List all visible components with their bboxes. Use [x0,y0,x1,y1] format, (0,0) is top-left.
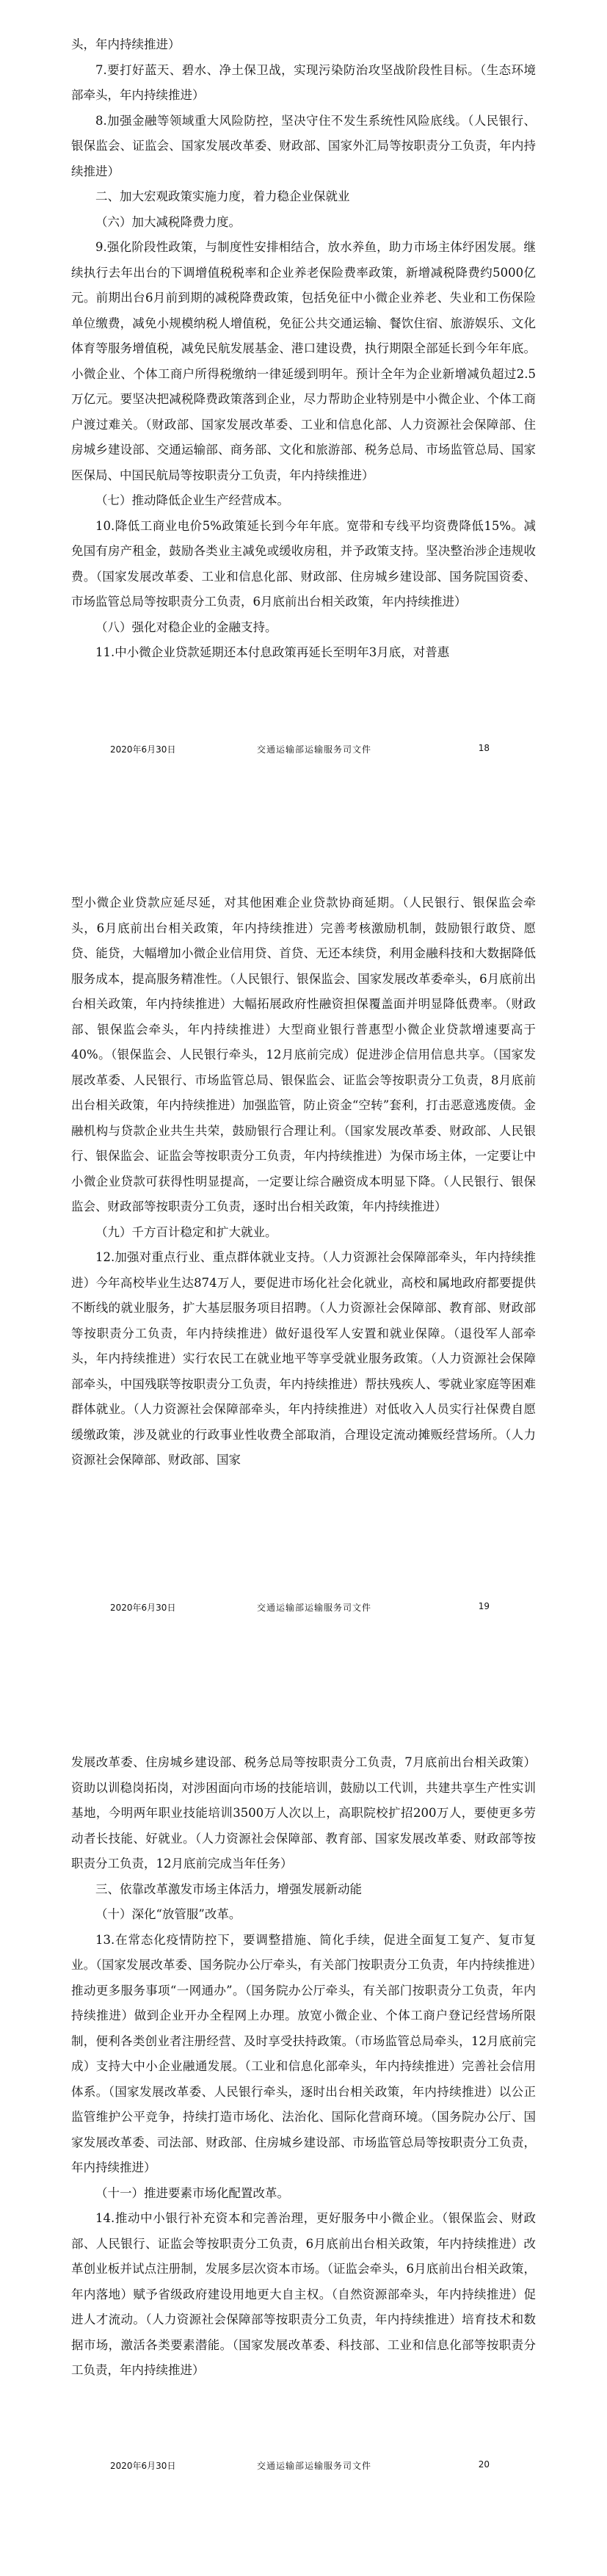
paragraph: 12.加强对重点行业、重点群体就业支持。（人力资源社会保障部牵头，年内持续推进）今年高校毕业生达874万人，要促进市场化社会化就业，高校和属地政府都要提供不断线的就业服务，扩大基层服务项目招聘。（人力资源社会保障部、教育部、财政部等按职责分工负责，年内持续推进）做好退役军人安置和就业保障。（退役军人部牵头，年内持续推进）实行农民工在就业地平等享受就业服务政策。（人力资源社会保障部牵头，中国残联等按职责分工负责，年内持续推进）帮扶残疾人、零就业家庭等困难群体就业。（人力资源社会保障部牵头，年内持续推进）对低收入人员实行社保费自愿缓缴政策，涉及就业的行政事业性收费全部取消，合理设定流动摊贩经营场所。（人力资源社会保障部、财政部、国家 [71,1250,536,1467]
paragraph: 10.降低工商业电价5%政策延长到今年年底。宽带和专线平均资费降低15%。减免国有房产租金，鼓励各类业主减免或缓收房租，并予政策支持。坚决整治涉企违规收费。（国家发展改革委、工业和信息化部、财政部、住房城乡建设部、国务院国资委、市场监管总局等按职责分工负责，6月底前出台相关政策，年内持续推进） [71,518,536,609]
section-heading: 三、依靠改革激发市场主体活力，增强发展新动能 [95,1882,362,1896]
page-footer [110,2459,497,2474]
page-footer [110,743,497,758]
paragraph: 发展改革委、住房城乡建设部、税务总局等按职责分工负责，7月底前出台相关政策）资助以训稳岗拓岗，对涉困面向市场的技能培训，鼓励以工代训，共建共享生产性实训基地，今明两年职业技能培训3500万人次以上，高职院校扩招200万人，要使更多劳动者长技能、好就业。（人力资源社会保障部、教育部、国家发展改革委、财政部等按职责分工负责，12月底前完成当年任务） [71,1755,536,1871]
paragraph: 8.加强金融等领域重大风险防控，坚决守住不发生系统性风险底线。（人民银行、银保监会、证监会、国家发展改革委、财政部、国家外汇局等按职责分工负责，年内持续推进） [71,113,536,178]
paragraph: 型小微企业贷款应延尽延，对其他困难企业贷款协商延期。（人民银行、银保监会牵头，6月底前出台相关政策，年内持续推进）完善考核激励机制，鼓励银行敢贷、愿贷、能贷，大幅增加小微企业信用贷、首贷、无还本续贷，利用金融科技和大数据降低服务成本，提高服务精准性。（人民银行、银保监会、国家发展改革委牵头，6月底前出台相关政策，年内持续推进）大幅拓展政府性融资担保覆盖面并明显降低费率。（财政部、银保监会牵头，年内持续推进）大型商业银行普惠型小微企业贷款增速要高于40%。（银保监会、人民银行牵头，12月底前完成）促进涉企信用信息共享。（国家发展改革委、人民银行、市场监管总局、银保监会、证监会等按职责分工负责，8月底前出台相关政策，年内持续推进）加强监管，防止资金“空转”套利，打击恶意逃废债。金融机构与贷款企业共生共荣，鼓励银行合理让利。（国家发展改革委、财政部、人民银行、银保监会、证监会等按职责分工负责，年内持续推进）为保市场主体，一定要让中小微企业贷款可获得性明显提高，一定要让综合融资成本明显下降。（人民银行、银保监会、财政部等按职责分工负责，逐时出台相关政策，年内持续推进） [71,896,536,1213]
section-heading: 二、加大宏观政策实施力度，着力稳企业保就业 [95,189,350,203]
page-number: 20 [478,2459,490,2470]
paragraph: 11.中小微企业贷款延期还本付息政策再延长至明年3月底，对普惠 [95,645,450,659]
footer-publisher: 交通运输部运输服务司文件 [257,1603,372,1613]
page-footer [110,1601,497,1616]
subsection-heading: （六）加大减税降费力度。 [95,214,241,229]
footer-date: 2020年6月30日 [110,1603,176,1613]
page-number: 19 [478,1601,490,1611]
paragraph: 14.推动中小银行补充资本和完善治理，更好服务中小微企业。（银保监会、财政部、人民银行、证监会等按职责分工负责，6月底前出台相关政策，年内持续推进）改革创业板并试点注册制，发展多层次资本市场。（证监会牵头，6月底前出台相关政策，年内落地）赋予省级政府建设用地更大自主权。（自然资源部牵头，年内持续推进）促进人才流动。（人力资源社会保障部等按职责分工负责，年内持续推进）培育技术和数据市场，激活各类要素潜能。（国家发展改革委、科技部、工业和信息化部等按职责分工负责，年内持续推进） [71,2211,536,2377]
page-body [71,890,536,1473]
paragraph: 9.强化阶段性政策，与制度性安排相结合，放水养鱼，助力市场主体纾困发展。继续执行去年出台的下调增值税税率和企业养老保险费率政策，新增减税降费约5000亿元。前期出台6月前到期的减税降费政策，包括免征中小微企业养老、失业和工伤保险单位缴费，减免小规模纳税人增值税，免征公共交通运输、餐饮住宿、旅游娱乐、文化体育等服务增值税，减免民航发展基金、港口建设费，执行期限全部延长到今年年底。小微企业、个体工商户所得税缴纳一律延缓到明年。预计全年为企业新增减负超过2.5万亿元。要坚决把减税降费政策落到企业，尽力帮助企业特别是中小微企业、个体工商户渡过难关。（财政部、国家发展改革委、工业和信息化部、人力资源社会保障部、住房城乡建设部、交通运输部、商务部、文化和旅游部、税务总局、市场监管总局、国家医保局、中国民航局等按职责分工负责，年内持续推进） [71,240,536,482]
page-number: 18 [478,743,490,753]
subsection-heading: （十一）推进要素市场化配置改革。 [95,2185,289,2200]
paragraph: 头，年内持续推进） [71,37,181,51]
document-page-20 [0,1716,607,2575]
paragraph: 13.在常态化疫情防控下，要调整措施、简化手续，促进全面复工复产、复市复业。（国家发展改革委、国务院办公厅牵头，有关部门按职责分工负责，年内持续推进）推动更多服务事项“一网通办”。（国务院办公厅牵头，有关部门按职责分工负责，年内持续推进）做到企业开办全程网上办理。放宽小微企业、个体工商户登记经营场所限制，便利各类创业者注册经营、及时享受扶持政策。（市场监管总局牵头，12月底前完成）支持大中小企业融通发展。（工业和信息化部牵头，年内持续推进）完善社会信用体系。（国家发展改革委、人民银行牵头，逐时出台相关政策，年内持续推进）以公正监管维护公平竞争，持续打造市场化、法治化、国际化营商环境。（国务院办公厅、国家发展改革委、司法部、财政部、住房城乡建设部、市场监管总局等按职责分工负责，年内持续推进） [71,1932,536,2174]
footer-publisher: 交通运输部运输服务司文件 [257,2461,372,2471]
paragraph: 7.要打好蓝天、碧水、净土保卫战，实现污染防治攻坚战阶段性目标。（生态环境部牵头，年内持续推进） [71,62,536,102]
footer-date: 2020年6月30日 [110,744,176,755]
document-page-19 [0,858,607,1716]
footer-publisher: 交通运输部运输服务司文件 [257,744,372,755]
footer-date: 2020年6月30日 [110,2461,176,2471]
page-body [71,32,536,666]
subsection-heading: （七）推动降低企业生产经营成本。 [95,493,289,507]
subsection-heading: （九）千方百计稳定和扩大就业。 [95,1224,277,1239]
document-page-18 [0,0,607,858]
page-body [71,1750,536,2384]
subsection-heading: （十）深化“放管服”改革。 [95,1907,241,1921]
subsection-heading: （八）强化对稳企业的金融支持。 [95,620,277,634]
